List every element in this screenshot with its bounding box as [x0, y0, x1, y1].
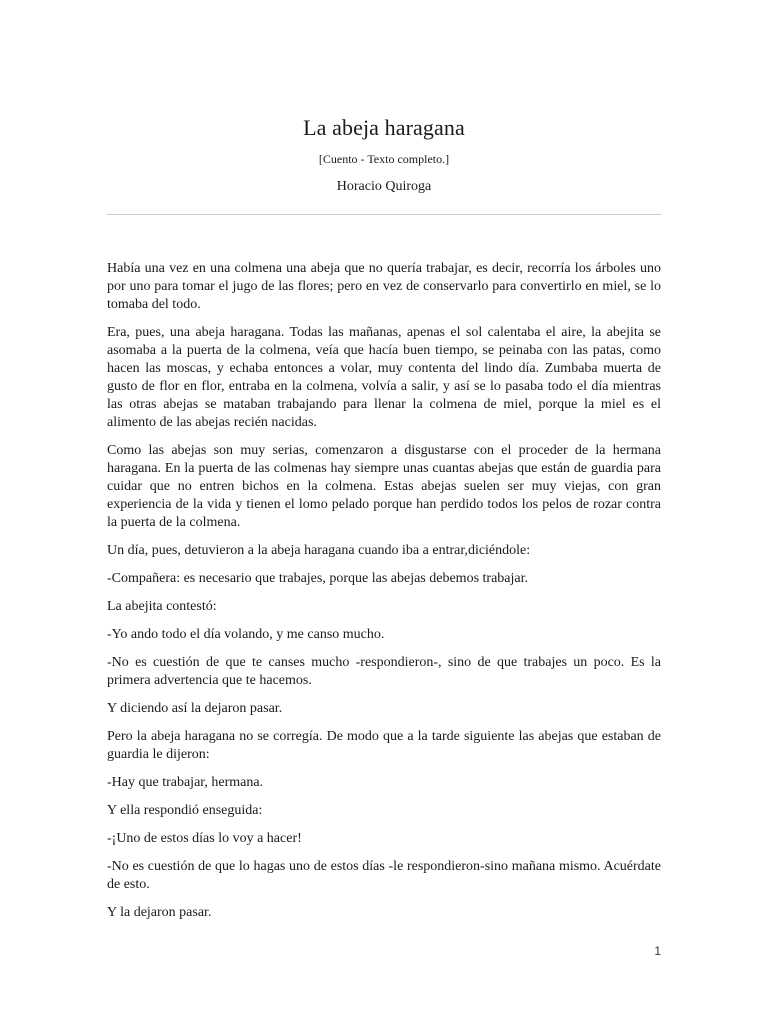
- paragraph: Había una vez en una colmena una abeja que no quería trabajar, es decir, recorría los árboles uno por uno para tomar el jugo de las flores; pero en vez de conservarlo para convertirlo en miel, se lo tomaba del todo.: [107, 261, 661, 312]
- paragraph: Pero la abeja haragana no se corregía. De modo que a la tarde siguiente las abejas que estaban de guardia le dijeron:: [107, 729, 661, 762]
- document-title: La abeja haragana: [303, 115, 465, 140]
- paragraph: -Yo ando todo el día volando, y me canso mucho.: [107, 627, 385, 642]
- header-divider: [107, 214, 661, 215]
- paragraph: -Hay que trabajar, hermana.: [107, 775, 264, 790]
- paragraph: Y diciendo así la dejaron pasar.: [107, 701, 283, 716]
- paragraph: -Compañera: es necesario que trabajes, porque las abejas debemos trabajar.: [107, 571, 528, 586]
- document-header: [107, 114, 661, 195]
- paragraph: -No es cuestión de que lo hagas uno de estos días -le respondieron-sino mañana mismo. Acuérdate de esto.: [107, 859, 661, 892]
- document-subtitle: [Cuento - Texto completo.]: [318, 152, 450, 166]
- paragraph: -No es cuestión de que te canses mucho -respondieron-, sino de que trabajes un poco. Es la primera advertencia que te hacemos.: [107, 655, 661, 688]
- document-body: [107, 260, 661, 932]
- paragraph: Y ella respondió enseguida:: [107, 803, 263, 818]
- paragraph: La abejita contestó:: [107, 599, 217, 614]
- paragraph: Como las abejas son muy serias, comenzaron a disgustarse con el proceder de la hermana haragana. En la puerta de las colmenas hay siempre unas cuantas abejas que están de guardia para cuidar que no entren bichos en la colmena. Estas abejas suelen ser muy viejas, con gran experiencia de la vida y tienen el lomo pelado porque han perdido todos los pelos de rozar contra la puerta de la colmena.: [107, 443, 661, 530]
- paragraph: Un día, pues, detuvieron a la abeja haragana cuando iba a entrar,diciéndole:: [107, 543, 531, 558]
- page-number: 1: [654, 944, 661, 958]
- paragraph: Era, pues, una abeja haragana. Todas las mañanas, apenas el sol calentaba el aire, la abejita se asomaba a la puerta de la colmena, veía que hacía buen tiempo, se peinaba con las patas, como hacen las moscas, y echaba entonces a volar, muy contenta del lindo día. Zumbaba muerta de gusto de flor en flor, entraba en la colmena, volvía a salir, y así se lo pasaba todo el día mientras las otras abejas se mataban trabajando para llenar la colmena de miel, porque la miel es el alimento de las abejas recién nacidas.: [107, 325, 661, 430]
- document-author: Horacio Quiroga: [336, 179, 432, 194]
- paragraph: -¡Uno de estos días lo voy a hacer!: [107, 831, 302, 846]
- paragraph: Y la dejaron pasar.: [107, 905, 212, 920]
